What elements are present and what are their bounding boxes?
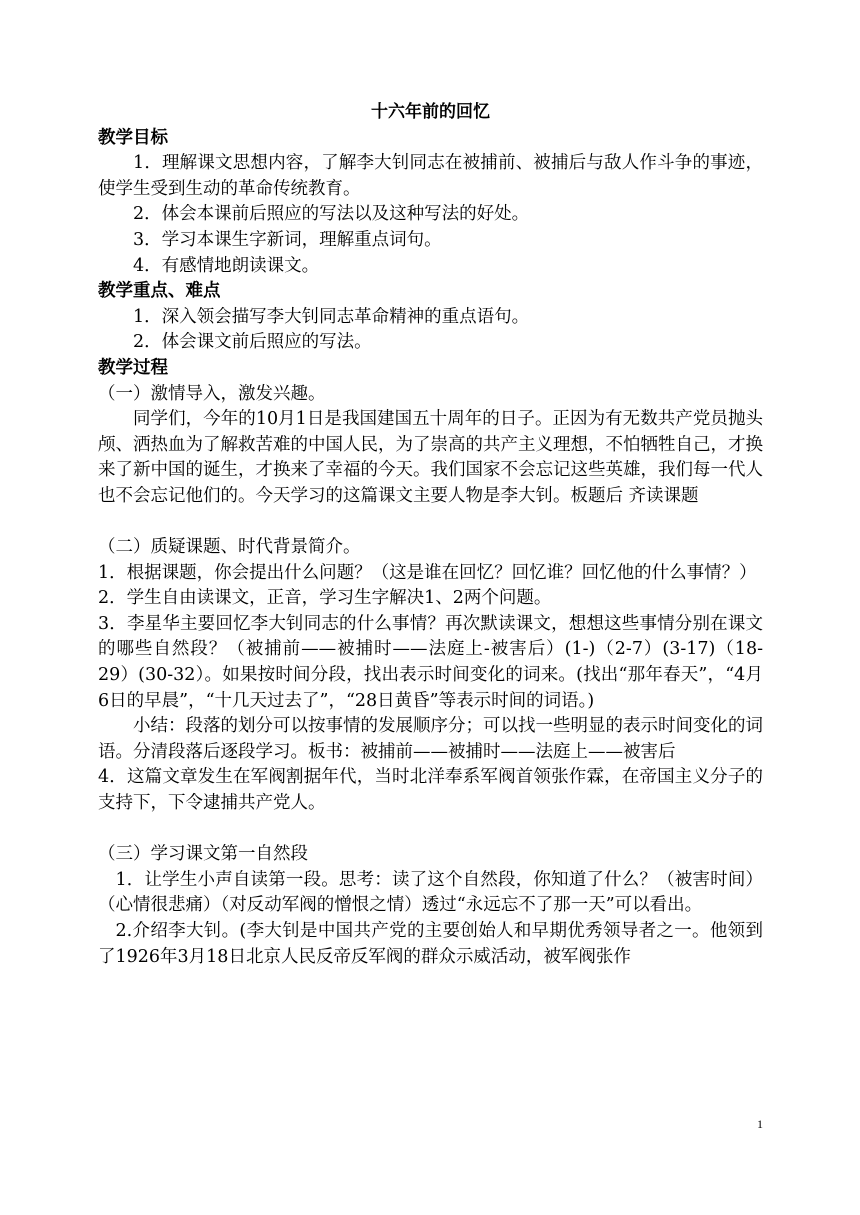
numbered-item: 4．这篇文章发生在军阀割据年代，当时北洋奉系军阀首领张作霖，在帝国主义分子的支持下，下令逮捕共产党人。	[98, 767, 763, 814]
step-heading: （二）质疑课题、时代背景简介。	[98, 537, 361, 558]
numbered-item: 2.介绍李大钊。(李大钊是中国共产党的主要创始人和早期优秀领导者之一。他领到了1926年3月18日北京人民反帝反军阀的群众示威活动，被军阀张作	[98, 921, 763, 967]
section-heading-process: 教学过程	[98, 357, 168, 378]
step-heading: （一）激情导入，激发兴趣。	[98, 383, 326, 404]
blank-line	[98, 817, 763, 843]
goal-item: 1．理解课文思想内容，了解李大钊同志在被捕前、被捕后与敌人作斗争的事迹，使学生受到生动的革命传统教育。	[98, 153, 763, 199]
paragraph: 同学们，今年的10月1日是我国建国五十周年的日子。正因为有无数共产党员抛头颅、洒热血为了解救苦难的中国人民，为了崇高的共产主义理想，不怕牺牲自己，才换来了新中国的诞生，才换来了幸福的今天。我们国家不会忘记这些英雄，我们每一代人也不会忘记他们的。今天学习的这篇课文主要人物是李大钊。板题后 齐读课题	[98, 409, 763, 506]
numbered-item: 1．根据课题，你会提出什么问题？（这是谁在回忆？回忆谁？回忆他的什么事情？）	[98, 562, 757, 583]
numbered-item: 1．让学生小声自读第一段。思考：读了这个自然段，你知道了什么？（被害时间）（心情很悲痛）（对反动军阀的憎恨之情）透过“永远忘不了那一天”可以看出。	[98, 869, 763, 916]
document-body	[98, 100, 763, 970]
section-heading-goals: 教学目标	[98, 127, 168, 148]
summary-paragraph: 小结：段落的划分可以按事情的发展顺序分；可以找一些明显的表示时间变化的词语。分清段落后逐段学习。板书：被捕前——被捕时——法庭上——被害后	[98, 716, 763, 762]
keypoint-item: 1．深入领会描写李大钊同志革命精神的重点语句。	[133, 306, 530, 327]
document-title: 十六年前的回忆	[371, 102, 490, 122]
page-number: 1	[757, 1117, 763, 1131]
step-heading: （三）学习课文第一自然段	[98, 844, 308, 865]
goal-item: 4．有感情地朗读课文。	[133, 255, 320, 276]
numbered-item: 3．李星华主要回忆李大钊同志的什么事情？再次默读课文，想想这些事情分别在课文的哪些自然段？（被捕前——被捕时——法庭上-被害后）(1-)（2-7）(3-17)（18-29）(30-32）。如果按时间分段，找出表示时间变化的词来。(找出“那年春天”，“4月6日的早晨”，“十几天过去了”，“28日黄昏”等表示时间的词语。)	[98, 613, 763, 711]
goal-item: 3．学习本课生字新词，理解重点词句。	[133, 229, 442, 250]
blank-line	[98, 510, 763, 536]
section-heading-keypoints: 教学重点、难点	[98, 281, 221, 302]
goal-item: 2．体会本课前后照应的写法以及这种写法的好处。	[133, 204, 530, 225]
keypoint-item: 2．体会课文前后照应的写法。	[133, 332, 372, 353]
numbered-item: 2．学生自由读课文，正音，学习生字解决1、2两个问题。	[98, 588, 552, 609]
